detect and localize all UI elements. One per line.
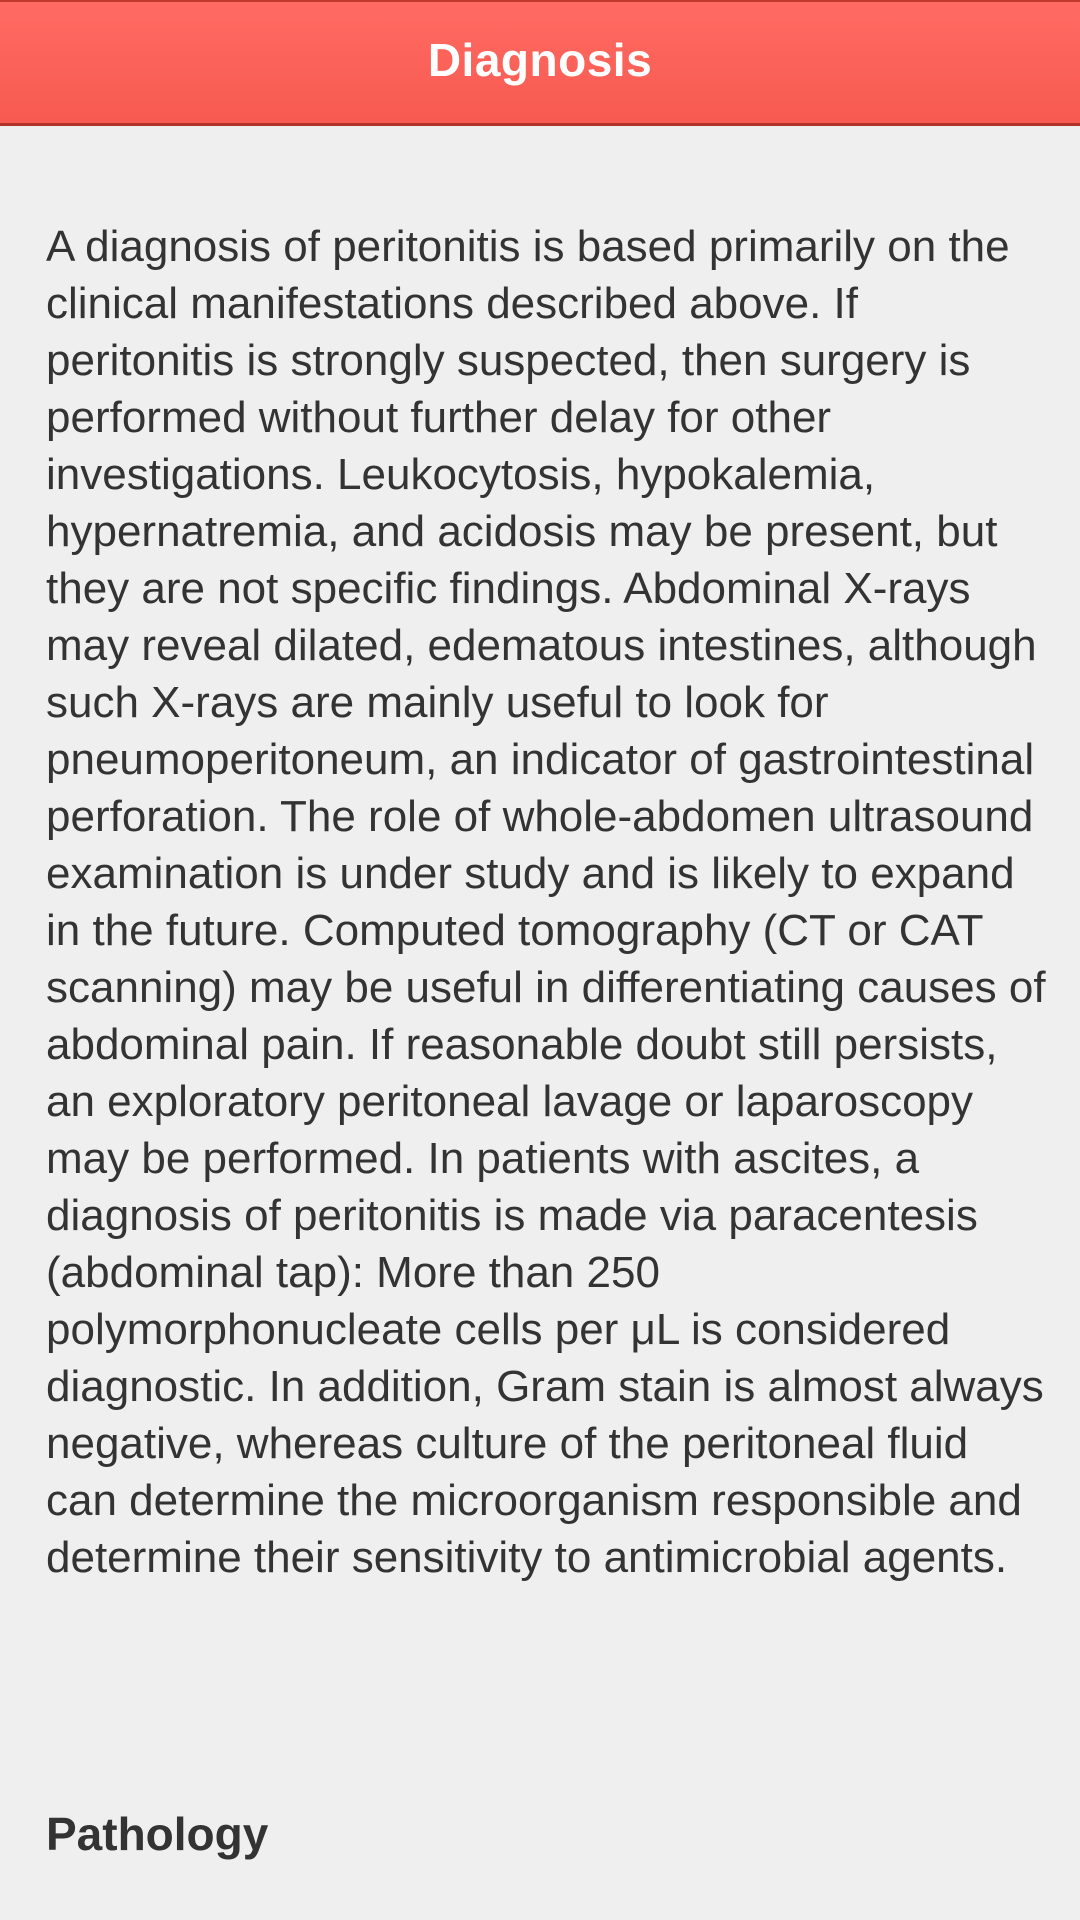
app-header <box>0 0 1080 126</box>
diagnosis-paragraph: A diagnosis of peritonitis is based primarily on the clinical manifestations described above. If peritonitis is strongly suspected, then surgery is performed without further delay for other investigations. Leukocytosis, hypokalemia, hypernatremia, and acidosis may be present, but they are not specific findings. Abdominal X-rays may reveal dilated, edematous intestines, although such X-rays are mainly useful to look for pneumoperitoneum, an indicator of gastrointestinal perforation. The role of whole-abdomen ultrasound examination is under study and is likely to expand in the future. Computed tomography (CT or CAT scanning) may be useful in differentiating causes of abdominal pain. If reasonable doubt still persists, an exploratory peritoneal lavage or laparoscopy may be performed. In patients with ascites, a diagnosis of peritonitis is made via paracentesis (abdominal tap): More than 250 polymorphonucleate cells per μL is considered diagnostic. In addition, Gram stain is almost always negative, whereas culture of the peritoneal fluid can determine the microorganism responsible and determine their sensitivity to antimicrobial agents. <box>46 222 1046 1582</box>
page-title: Diagnosis <box>427 33 653 86</box>
article-content[interactable] <box>46 218 1046 1586</box>
section-heading-pathology: Pathology <box>46 1808 269 1860</box>
